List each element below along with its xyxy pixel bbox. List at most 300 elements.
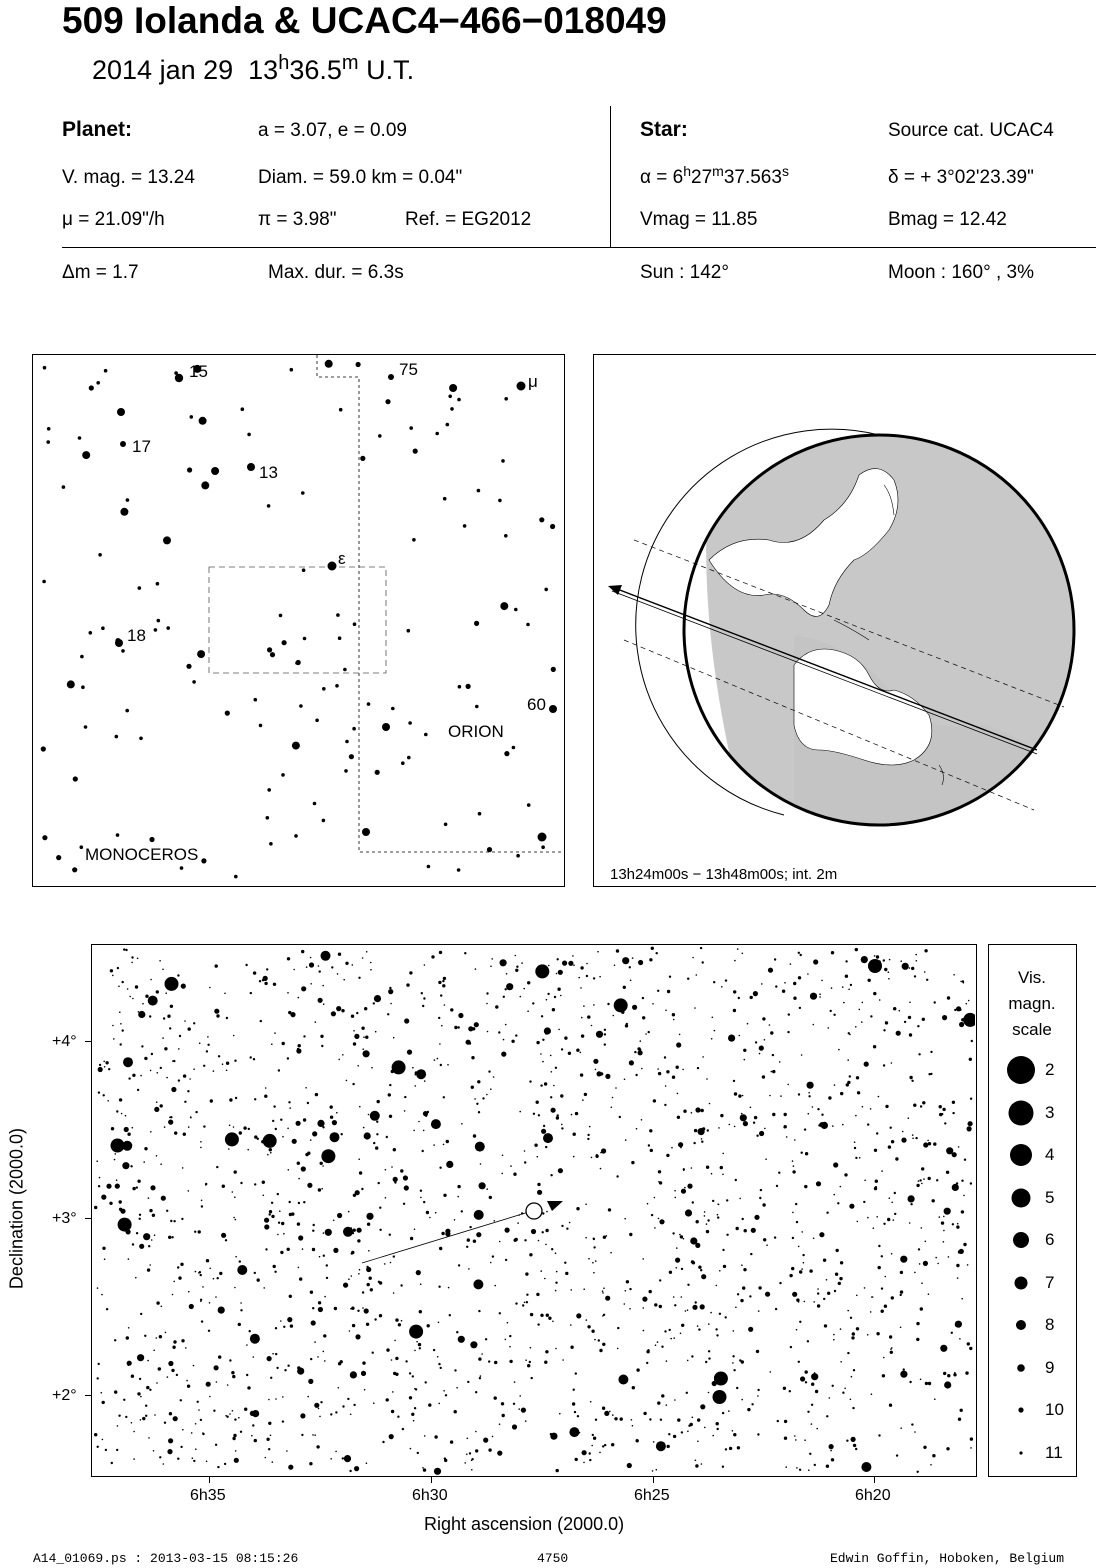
field-star	[909, 1222, 911, 1224]
constellation-label: MONOCEROS	[85, 845, 199, 864]
field-star	[374, 995, 381, 1002]
field-star	[194, 1231, 196, 1233]
field-star	[466, 1246, 468, 1248]
field-star	[750, 1253, 752, 1255]
field-star	[323, 1334, 326, 1337]
field-star	[715, 1328, 717, 1330]
field-star	[722, 1412, 724, 1414]
finder-star	[335, 684, 339, 688]
field-star	[225, 1132, 239, 1146]
field-star	[379, 1281, 382, 1284]
field-star	[414, 1388, 416, 1390]
field-star	[618, 1375, 628, 1385]
field-star	[734, 960, 736, 962]
field-star	[316, 1445, 319, 1448]
finder-star	[157, 619, 161, 623]
field-star	[468, 1026, 473, 1031]
field-star	[970, 1447, 972, 1449]
field-star	[700, 1404, 705, 1409]
finder-star	[475, 705, 479, 709]
field-star	[732, 1362, 734, 1364]
field-star	[161, 1196, 166, 1201]
field-star	[687, 1284, 689, 1286]
field-star	[850, 1317, 852, 1319]
field-star	[382, 1441, 384, 1443]
field-star	[951, 1332, 953, 1334]
field-star	[870, 1108, 872, 1110]
field-star	[326, 1264, 328, 1266]
field-star	[228, 1148, 230, 1150]
field-star	[117, 967, 119, 969]
finder-star	[302, 568, 306, 572]
field-star	[826, 1465, 829, 1468]
field-star	[298, 1178, 300, 1180]
field-star	[855, 1157, 857, 1159]
field-star	[849, 1204, 854, 1209]
field-star	[136, 1186, 138, 1188]
field-star	[717, 1216, 719, 1218]
field-star	[233, 1217, 235, 1219]
field-star	[376, 1121, 378, 1123]
finder-star	[514, 608, 518, 612]
field-star	[245, 964, 247, 966]
field-star	[468, 1268, 470, 1270]
legend-row	[989, 1311, 1076, 1339]
field-star	[140, 1396, 142, 1398]
field-star	[513, 1173, 516, 1176]
field-star	[602, 1343, 605, 1346]
field-star	[428, 1403, 431, 1406]
field-star	[226, 1416, 228, 1418]
field-star	[599, 1452, 601, 1454]
field-star	[349, 1330, 351, 1332]
field-star	[273, 1105, 275, 1107]
field-star	[828, 1096, 831, 1099]
field-star	[876, 955, 879, 958]
field-star	[104, 1258, 106, 1260]
field-star	[843, 1002, 845, 1004]
field-star	[112, 1025, 114, 1027]
field-star	[102, 1439, 104, 1441]
field-star	[102, 1247, 105, 1250]
field-star	[200, 1274, 202, 1276]
field-star	[135, 1277, 137, 1279]
legend-dot	[1016, 1320, 1026, 1330]
field-star	[191, 1432, 193, 1434]
field-star	[595, 1069, 597, 1071]
legend-mag-label: 3	[1045, 1102, 1055, 1122]
field-star	[555, 1252, 557, 1254]
field-star	[411, 1413, 414, 1416]
field-star	[171, 1369, 174, 1372]
field-star	[318, 1301, 321, 1304]
field-star	[486, 1003, 488, 1005]
field-star	[524, 1150, 526, 1152]
field-star	[694, 1129, 697, 1132]
finder-star	[163, 536, 171, 544]
field-star	[925, 1382, 928, 1385]
field-star	[441, 1232, 444, 1235]
field-star	[154, 1107, 159, 1112]
field-star	[128, 1364, 130, 1366]
field-star	[166, 1210, 168, 1212]
field-star	[636, 1128, 638, 1130]
field-star	[602, 1290, 604, 1292]
planet-vmag: V. mag. = 13.24	[62, 167, 195, 188]
field-star	[366, 1462, 368, 1464]
field-star	[725, 979, 727, 981]
field-star	[118, 1218, 132, 1232]
field-star	[875, 1180, 878, 1183]
field-star	[367, 1268, 370, 1271]
field-star	[587, 1134, 589, 1136]
field-star	[576, 1207, 579, 1210]
finder-named-star	[247, 463, 255, 471]
field-star	[556, 1116, 559, 1119]
field-star	[375, 1031, 377, 1033]
field-star	[138, 1011, 145, 1018]
field-star	[736, 1387, 738, 1389]
field-star	[918, 1248, 920, 1250]
field-star	[310, 1291, 313, 1294]
field-star	[342, 1054, 344, 1056]
field-star	[412, 1375, 414, 1377]
field-star	[141, 1045, 143, 1047]
finder-star	[360, 456, 365, 461]
field-star	[394, 1340, 396, 1342]
field-star	[348, 1211, 350, 1213]
field-star	[457, 1185, 460, 1188]
finder-star	[62, 485, 66, 489]
field-star	[187, 1385, 190, 1388]
field-star	[362, 1307, 364, 1309]
star-label: 18	[127, 626, 146, 645]
field-star	[263, 1287, 265, 1289]
field-star	[669, 976, 671, 978]
field-star	[607, 1003, 609, 1005]
field-star	[751, 1228, 756, 1233]
field-star	[363, 1050, 370, 1057]
field-star	[664, 1330, 666, 1332]
field-star	[681, 1268, 683, 1270]
field-star	[902, 1131, 904, 1133]
field-star	[443, 1144, 445, 1146]
field-star	[697, 1441, 699, 1443]
field-star	[392, 1391, 394, 1393]
field-star	[140, 1313, 142, 1315]
finder-star	[125, 709, 129, 713]
field-star	[614, 1417, 617, 1420]
field-star	[503, 996, 505, 998]
field-star	[358, 1158, 360, 1160]
field-star	[544, 1027, 551, 1034]
field-star	[602, 1292, 604, 1294]
field-star	[611, 1107, 613, 1109]
field-star	[589, 1452, 591, 1454]
finder-star	[266, 816, 270, 820]
field-star	[587, 1325, 590, 1328]
field-star	[606, 1235, 608, 1237]
field-star	[600, 1152, 602, 1154]
field-star	[809, 1269, 812, 1272]
field-star	[772, 1054, 774, 1056]
field-star	[615, 1087, 617, 1089]
field-star	[674, 1304, 676, 1306]
field-star	[310, 1358, 312, 1360]
finder-star	[527, 803, 531, 807]
field-star	[850, 984, 852, 986]
finder-named-star	[362, 828, 370, 836]
field-star	[120, 1043, 122, 1045]
field-star	[580, 1052, 582, 1054]
finder-star	[269, 842, 273, 846]
field-star	[722, 1153, 724, 1155]
field-star	[437, 1058, 439, 1060]
field-star	[932, 1454, 935, 1457]
field-star	[576, 1049, 579, 1052]
field-star	[559, 1413, 561, 1415]
field-star	[690, 1237, 697, 1244]
field-star	[227, 1384, 229, 1386]
field-star	[215, 1444, 217, 1446]
field-star	[829, 1397, 831, 1399]
star-label: μ	[528, 372, 538, 391]
finder-star	[80, 845, 84, 849]
field-star	[519, 1111, 521, 1113]
field-star	[142, 1003, 144, 1005]
field-star	[632, 957, 634, 959]
field-star	[275, 1353, 277, 1355]
field-star	[518, 1408, 520, 1410]
field-star	[379, 1229, 381, 1231]
field-star	[657, 1401, 660, 1404]
finder-star	[282, 640, 287, 645]
field-star	[540, 1270, 542, 1272]
field-star	[642, 997, 644, 999]
field-star	[747, 1408, 750, 1411]
field-star	[711, 1173, 713, 1175]
field-star	[816, 1181, 821, 1186]
field-star	[187, 1090, 189, 1092]
field-star	[795, 1439, 797, 1441]
field-star	[695, 1460, 697, 1462]
field-star	[561, 1048, 563, 1050]
field-star	[638, 960, 643, 965]
max-duration: Max. dur. = 6.3s	[268, 262, 404, 283]
field-star	[127, 1361, 132, 1366]
field-star	[168, 1120, 173, 1125]
field-star	[845, 975, 848, 978]
finder-star	[98, 553, 102, 557]
field-star	[309, 1462, 312, 1465]
finder-star	[190, 415, 194, 419]
finder-star	[498, 499, 502, 503]
finder-star	[149, 837, 154, 842]
field-star	[832, 1125, 834, 1127]
field-star	[903, 1368, 905, 1370]
field-star	[805, 1370, 808, 1373]
field-star	[195, 1448, 197, 1450]
field-star	[132, 998, 134, 1000]
field-star	[352, 1083, 354, 1085]
field-star	[953, 974, 955, 976]
field-star	[355, 1334, 360, 1339]
field-star	[580, 1073, 583, 1076]
field-star	[490, 966, 492, 968]
field-star	[319, 970, 321, 972]
field-star	[726, 1199, 728, 1201]
field-star	[891, 1062, 893, 1064]
field-star	[900, 960, 902, 962]
field-star	[160, 1163, 162, 1165]
field-star	[167, 1015, 170, 1018]
field-star	[676, 1042, 681, 1047]
field-star	[179, 1035, 181, 1037]
field-star	[338, 1059, 340, 1061]
field-star	[692, 957, 694, 959]
field-star	[116, 1179, 118, 1181]
field-star	[847, 1310, 849, 1312]
field-star	[674, 1190, 676, 1192]
field-star	[527, 981, 530, 984]
field-star	[369, 1277, 372, 1280]
finder-star	[116, 833, 120, 837]
finder-star	[270, 652, 275, 657]
field-star	[557, 1114, 559, 1116]
field-star	[537, 1190, 542, 1195]
field-star	[743, 1049, 746, 1052]
field-star	[362, 1291, 364, 1293]
field-star	[939, 1216, 941, 1218]
field-star	[199, 1042, 201, 1044]
field-star	[676, 1247, 678, 1249]
field-star	[833, 1334, 835, 1336]
field-star	[303, 1035, 305, 1037]
field-star	[168, 1361, 173, 1366]
field-star	[799, 1270, 802, 1273]
finder-star	[42, 835, 47, 840]
field-star	[156, 1337, 158, 1339]
field-star	[581, 1017, 583, 1019]
field-star	[210, 1099, 213, 1102]
field-star	[353, 1194, 356, 1197]
field-star	[424, 1435, 426, 1437]
field-star	[373, 1402, 375, 1404]
field-star	[861, 1462, 871, 1472]
field-star	[200, 1299, 202, 1301]
field-star	[386, 1348, 389, 1351]
field-star	[792, 1170, 795, 1173]
field-star	[656, 1441, 666, 1451]
field-star	[595, 1419, 597, 1421]
delta-mag: Δm = 1.7	[62, 262, 139, 283]
field-star	[106, 1184, 111, 1189]
field-star	[275, 1398, 277, 1400]
field-star	[741, 1399, 743, 1401]
field-star	[385, 1169, 387, 1171]
field-star	[774, 1236, 776, 1238]
field-star	[677, 1116, 680, 1119]
field-star	[323, 1003, 325, 1005]
field-star	[560, 1094, 563, 1097]
field-star	[319, 1416, 321, 1418]
field-star	[531, 1229, 536, 1234]
field-star	[737, 1293, 739, 1295]
field-star	[395, 1318, 398, 1321]
finder-star	[199, 417, 207, 425]
info-divider	[610, 106, 611, 248]
field-star	[956, 1006, 961, 1011]
field-star	[170, 1005, 173, 1008]
field-star	[681, 1431, 683, 1433]
field-star	[404, 1096, 406, 1098]
field-star	[707, 1219, 709, 1221]
field-star	[592, 1434, 594, 1436]
field-star	[747, 1023, 749, 1025]
field-star	[873, 1045, 876, 1048]
finder-star	[101, 626, 105, 630]
star-label: 15	[189, 362, 208, 381]
field-star	[561, 1225, 563, 1227]
field-star	[403, 1203, 405, 1205]
field-star	[477, 1080, 480, 1083]
field-star	[299, 1277, 302, 1280]
field-star	[491, 958, 493, 960]
field-star	[506, 983, 513, 990]
field-star	[247, 1386, 250, 1389]
field-star	[445, 1229, 450, 1234]
field-star	[131, 962, 133, 964]
ytick-3: +3°	[52, 1210, 77, 1227]
field-star	[624, 1079, 626, 1081]
field-star	[532, 1002, 534, 1004]
finder-star	[73, 776, 78, 781]
field-star	[545, 1229, 548, 1232]
field-star	[733, 1433, 736, 1436]
field-star	[326, 1277, 328, 1279]
field-star	[371, 1067, 373, 1069]
finder-star	[225, 711, 230, 716]
field-star	[912, 1138, 914, 1140]
field-star	[516, 966, 518, 968]
field-star	[509, 1346, 511, 1348]
field-star	[697, 1067, 699, 1069]
finder-star	[338, 636, 342, 640]
finder-star	[72, 867, 77, 872]
field-star	[298, 1202, 300, 1204]
field-star	[314, 1341, 316, 1343]
field-star	[495, 1005, 498, 1008]
finder-star	[487, 847, 492, 852]
field-star	[585, 1237, 587, 1239]
field-star	[288, 1169, 290, 1171]
field-star	[182, 1167, 184, 1169]
field-star	[833, 1162, 838, 1167]
field-star	[656, 952, 658, 954]
field-star	[602, 1407, 605, 1410]
field-star	[831, 951, 834, 954]
field-star	[494, 1285, 496, 1287]
finder-star	[120, 508, 128, 516]
field-star	[666, 1070, 669, 1073]
field-star	[370, 1111, 380, 1121]
field-star	[409, 1372, 411, 1374]
field-star	[413, 1420, 415, 1422]
field-star	[799, 1321, 801, 1323]
field-star	[874, 955, 876, 957]
field-star	[891, 1347, 893, 1349]
field-star	[243, 1126, 246, 1129]
